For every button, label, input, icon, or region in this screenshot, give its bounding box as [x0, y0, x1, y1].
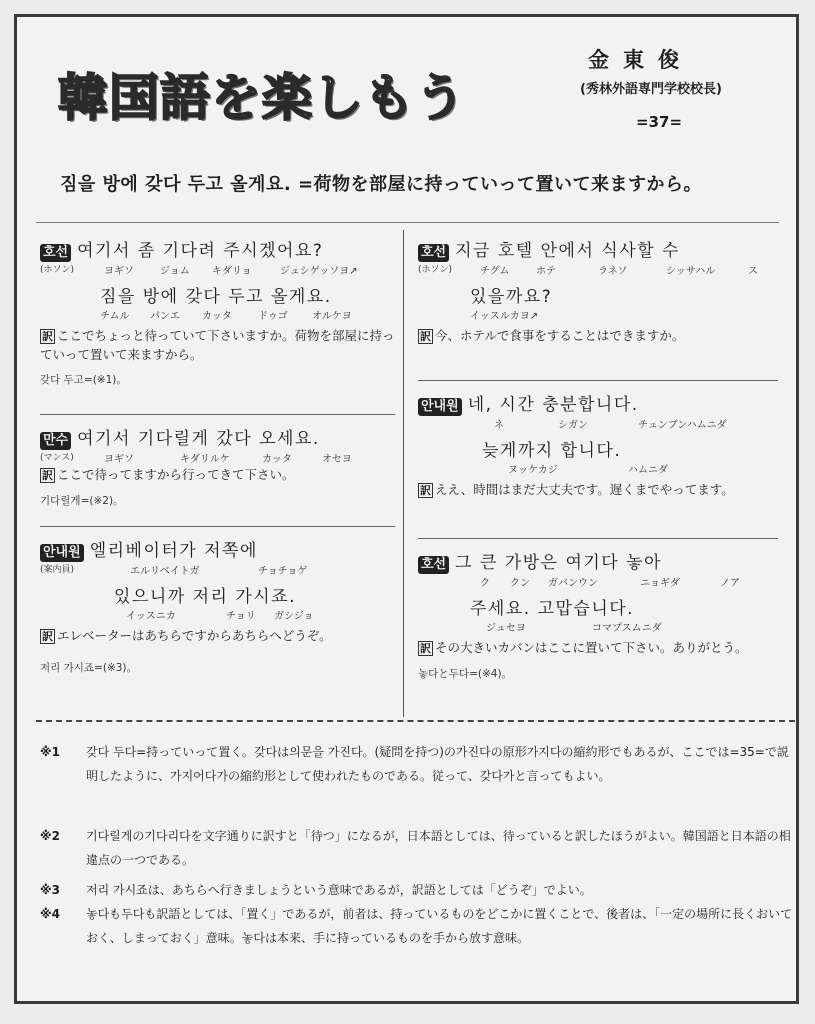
translation: 訳 ええ、時間はまだ大丈夫です。遅くまでやってます。 — [420, 482, 734, 497]
lesson-headline: 짐을 방에 갖다 두고 올게요. =荷物を部屋に持っていって置いて来ますから。 — [60, 174, 703, 195]
reading-word: ドゥゴ — [258, 311, 288, 322]
reading-word: エルリベイトガ — [130, 566, 200, 577]
reading-word: ガシジョ — [274, 611, 314, 622]
reading-line — [418, 619, 778, 635]
reading-word: ホテ — [536, 266, 556, 277]
reading-line — [40, 307, 395, 323]
korean-line: 주세요. 고맙습니다. — [470, 599, 635, 619]
korean-line: 엘리베이터가 저쪽에 — [89, 541, 258, 561]
speaker-badge: 만수 — [40, 432, 71, 450]
reading-word: ニョギダ — [640, 578, 680, 589]
translation: 訳 ここでちょっと待っていて下さいますか。荷物を部屋に持っていって置いて来ますから。 — [40, 328, 395, 362]
reading-word: ヨギソ — [104, 266, 134, 277]
block-divider — [40, 526, 395, 527]
reading-word: ス — [748, 266, 758, 277]
translation-mark: 訳 — [42, 330, 53, 343]
reading-word: ク — [480, 578, 490, 589]
translation-mark: 訳 — [420, 484, 431, 497]
reading-line — [40, 450, 395, 466]
reading-word: シガン — [558, 420, 588, 431]
author-title: (秀林外語専門学校校長) — [580, 82, 722, 97]
korean-line: 있을까요? — [470, 287, 553, 307]
footnote-reference: 기다릴게=(※2)。 — [40, 495, 124, 507]
footnote-number: ※2 — [40, 829, 61, 843]
speaker-reading: (ホソン) — [40, 265, 75, 275]
speaker-badge: 안내원 — [418, 398, 462, 416]
reading-word: ジュシゲッソヨ↗ — [280, 266, 358, 277]
series-title: 韓国語を楽しもう — [58, 69, 466, 127]
headline-divider — [36, 222, 779, 223]
footnote-text: 저리 가시죠は、あちらへ行きましょうという意味であるが，訳語としては「どうぞ」でよい。 — [86, 883, 592, 897]
author-name: 金東俊 — [588, 47, 693, 72]
korean-line: 여기서 좀 기다려 주시겠어요? — [77, 241, 324, 261]
reading-word: チョチョゲ — [258, 566, 308, 577]
dialogue-right-3 — [418, 548, 778, 681]
reading-line — [40, 562, 395, 578]
reading-word: ハムニダ — [628, 465, 668, 476]
reading-word: パンエ — [150, 311, 180, 322]
reading-word: ラネソ — [598, 266, 628, 277]
reading-word: ノア — [720, 578, 740, 589]
korean-line: 있으니까 저리 가시죠. — [114, 587, 297, 607]
translation: 訳 エレベーターはあちらですからあちらへどうぞ。 — [42, 628, 332, 643]
footnote-reference: 놓다と두다=(※4)。 — [418, 668, 513, 680]
footnote-text: 갖다 두다=持っていって置く。갖다は의문을 가진다。(疑問を持つ)の가진다の原形가지다の縮約形でもあるが、ここでは=35=で説明したように、가지어다가の縮約形として使われたものである。従って、갖다가と言ってもよい。 — [86, 745, 789, 783]
speaker-reading: (案内員) — [40, 565, 75, 575]
reading-line — [40, 262, 395, 278]
translation-mark: 訳 — [420, 642, 431, 655]
footnote-text: 놓다も두다も訳語としては、「置く」であるが，前者は、持っているものをどこかに置くことで、後者は、「一定の場所に長くおいておく、しまっておく」意味。놓다は本来、手に持っているものを手から放す意味。 — [86, 907, 793, 945]
footnote-2 — [40, 824, 793, 872]
reading-word: チュンブンハムニダ — [638, 420, 727, 431]
reading-word: ヌッケカジ — [508, 465, 558, 476]
translation-mark: 訳 — [42, 630, 53, 643]
block-divider — [418, 380, 778, 381]
reading-word: チョリ — [226, 611, 256, 622]
korean-line: 늦게까지 합니다. — [482, 441, 622, 461]
reading-word: ヨギソ — [104, 454, 134, 465]
dialogue-right-1 — [418, 236, 778, 346]
translation: 訳 今、ホテルで食事をすることはできますか。 — [420, 328, 685, 343]
translation-mark: 訳 — [42, 469, 53, 482]
reading-line — [418, 461, 778, 477]
speaker-badge: 호선 — [418, 244, 449, 262]
reading-word: ジュセヨ — [486, 623, 526, 634]
reading-line — [418, 416, 778, 432]
reading-word: キダリョ — [212, 266, 252, 277]
speaker-reading: (ホソン) — [418, 265, 453, 275]
dialogue-left-1 — [40, 236, 395, 387]
korean-line: 여기서 기다릴게 갔다 오세요. — [77, 429, 320, 449]
footnote-divider — [36, 720, 795, 722]
issue-number: =37= — [636, 113, 683, 131]
korean-line: 짐을 방에 갖다 두고 올게요. — [100, 287, 332, 307]
block-divider — [40, 414, 395, 415]
dialogue-left-2 — [40, 424, 395, 508]
reading-word: ジョム — [160, 266, 190, 277]
reading-word: ネ — [494, 420, 504, 431]
reading-line — [418, 307, 778, 323]
footnote-number: ※4 — [40, 907, 61, 921]
speaker-badge: 호선 — [418, 556, 449, 574]
footnote-4 — [40, 902, 793, 950]
reading-word: シッサハル — [666, 266, 716, 277]
reading-line — [418, 262, 778, 278]
block-divider — [418, 538, 778, 539]
korean-line: 지금 호텔 안에서 식사할 수 — [455, 241, 680, 261]
column-divider — [403, 230, 404, 717]
footnote-number: ※1 — [40, 745, 61, 759]
speaker-badge: 안내원 — [40, 544, 84, 562]
reading-line — [418, 574, 778, 590]
reading-word: チグム — [480, 266, 510, 277]
reading-word: カッタ — [262, 454, 292, 465]
footnote-number: ※3 — [40, 883, 61, 897]
dialogue-right-2 — [418, 390, 778, 500]
translation-mark: 訳 — [420, 330, 431, 343]
reading-word: コマプスムニダ — [592, 623, 662, 634]
reading-line — [40, 607, 395, 623]
reading-word: チムル — [100, 311, 130, 322]
dialogue-left-3 — [40, 536, 395, 675]
reading-word: イッスニカ — [126, 611, 176, 622]
reading-word: オルケヨ — [312, 311, 352, 322]
korean-line: 네, 시간 충분합니다. — [467, 395, 639, 415]
korean-line: 그 큰 가방은 여기다 놓아 — [455, 553, 662, 573]
footnote-3 — [40, 878, 793, 902]
reading-word: イッスルカヨ↗ — [470, 311, 539, 322]
reading-word: クン — [510, 578, 530, 589]
footnote-1 — [40, 740, 793, 788]
footnote-reference: 갖다 두고=(※1)。 — [40, 374, 127, 386]
footnote-reference: 저리 가시죠=(※3)。 — [40, 662, 138, 674]
reading-word: カッタ — [202, 311, 232, 322]
speaker-reading: (マンス) — [40, 453, 74, 463]
reading-word: ガバンウン — [548, 578, 598, 589]
footnote-text: 기다릴게の기다리다を文字通りに訳すと「待つ」になるが，日本語としては、待っていると訳したほうがよい。韓国語と日本語の相違点の一つである。 — [86, 829, 791, 867]
speaker-badge: 호선 — [40, 244, 71, 262]
reading-word: キダリルケ — [180, 454, 230, 465]
translation: 訳 ここで待ってますから行ってきて下さい。 — [42, 467, 295, 482]
reading-word: オセヨ — [322, 454, 352, 465]
translation: 訳 その大きいカバンはここに置いて下さい。ありがとう。 — [420, 640, 748, 655]
